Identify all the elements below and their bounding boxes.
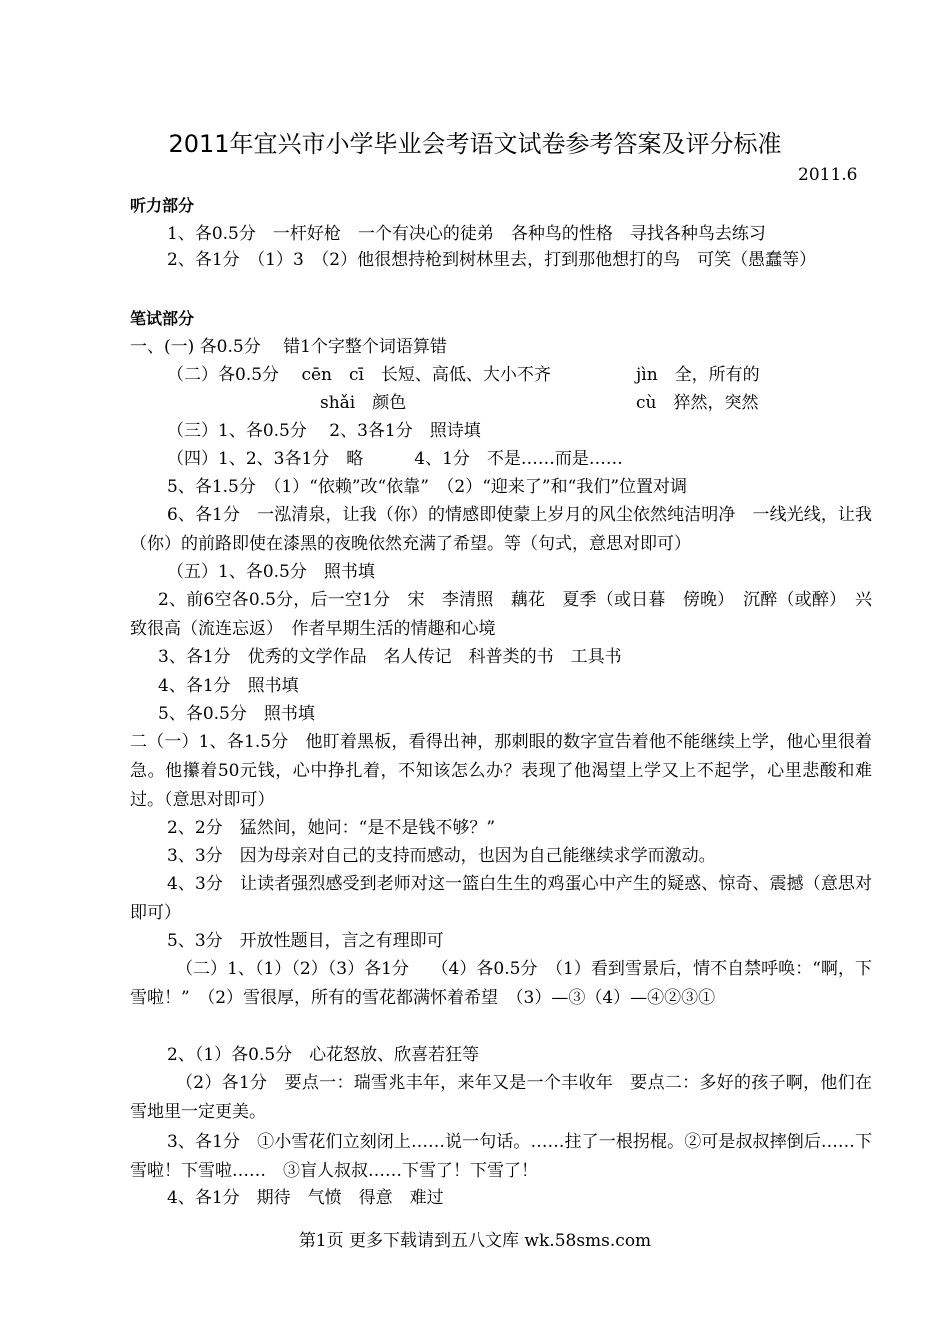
answer-line: 5、各0.5分 照书填 xyxy=(158,704,315,724)
answer-line: 一、(一) 各0.5分 错1个字整个词语算错 xyxy=(130,337,447,357)
answer-paragraph: 2、各1分 （1）3 （2）他很想持枪到树林里去，打到那他想打的鸟 可笑（愚蠢等） xyxy=(167,250,817,270)
answer-paragraph: 4、3分 让读者强烈感受到老师对这一篮白生生的鸡蛋心中产生的疑惑、惊奇、震撼（意思对即可） xyxy=(130,874,872,923)
document-date: 2011.6 xyxy=(798,165,858,185)
written-section-heading: 笔试部分 xyxy=(130,309,195,328)
answer-line: 5、各1.5分 （1）“依赖”改“依靠” （2）“迎来了”和“我们”位置对调 xyxy=(167,477,688,497)
answer-line: 5、3分 开放性题目，言之有理即可 xyxy=(167,931,444,951)
answer-paragraph: 二（一）1、各1.5分 他盯着黑板，看得出神，那刺眼的数字宣告着他不能继续上学，他心里很着急。他攥着50元钱，心中挣扎着，不知该怎么办？表现了他渴望上学又上不起学，心里悲酸和难过。（意思对即可） xyxy=(130,732,872,810)
answer-line: shǎi 颜色 xyxy=(320,393,407,413)
answer-line: 3、各1分 优秀的文学作品 名人传记 科普类的书 工具书 xyxy=(158,647,622,667)
answer-line: jìn 全，所有的 xyxy=(636,365,760,385)
answer-line: 3、3分 因为母亲对自己的支持而感动，也因为自己能继续求学而激动。 xyxy=(167,846,716,866)
answer-line: 4、各1分 期待 气愤 得意 难过 xyxy=(167,1188,444,1208)
answer-line: cù 猝然，突然 xyxy=(636,393,759,413)
answer-line: 2、2分 猛然间，她问：“是不是钱不够？” xyxy=(167,818,496,838)
answer-line: 1、各0.5分 一杆好枪 一个有决心的徒弟 各种鸟的性格 寻找各种鸟去练习 xyxy=(167,224,766,244)
answer-line: （五）1、各0.5分 照书填 xyxy=(167,562,375,582)
answer-paragraph: 6、各1分 一泓清泉，让我（你）的情感即使蒙上岁月的风尘依然纯洁明净 一线光线，让我（你）的前路即使在漆黑的夜晚依然充满了希望。等（句式，意思对即可） xyxy=(130,505,872,554)
answer-paragraph: 2、前6空各0.5分，后一空1分 宋 李清照 藕花 夏季（或日暮 傍晚） 沉醉（或醉） 兴致很高（流连忘返） 作者早期生活的情趣和心境 xyxy=(130,590,872,639)
answer-line: 4、各1分 照书填 xyxy=(158,676,299,696)
answer-paragraph: 3、各1分 ①小雪花们立刻闭上……说一句话。……拄了一根拐棍。②可是叔叔摔倒后……下雪啦！下雪啦…… ③盲人叔叔……下雪了！下雪了！ xyxy=(130,1132,872,1181)
answer-paragraph: （二）1、（1）（2）（3）各1分 （4）各0.5分 （1）看到雪景后，情不自禁呼唤：“啊，下雪啦！” （2）雪很厚，所有的雪花都满怀着希望 （3）—③（4）—④②③① xyxy=(130,959,872,1008)
answer-line: （三）1、各0.5分 2、3各1分 照诗填 xyxy=(167,421,481,441)
listening-section-heading: 听力部分 xyxy=(130,196,195,215)
answer-paragraph: （2）各1分 要点一：瑞雪兆丰年，来年又是一个丰收年 要点二：多好的孩子啊，他们在雪地里一定更美。 xyxy=(130,1073,872,1122)
answer-line: （二）各0.5分 cēn cī 长短、高低、大小不齐 xyxy=(167,365,551,385)
document-title: 2011年宜兴市小学毕业会考语文试卷参考答案及评分标准 xyxy=(168,130,782,158)
answer-line: 2、（1）各0.5分 心花怒放、欣喜若狂等 xyxy=(167,1045,480,1065)
page-footer: 第1页 更多下载请到五八文库 wk.58sms.com xyxy=(298,1231,652,1251)
answer-line: （四）1、2、3各1分 略 4、1分 不是……而是…… xyxy=(167,449,623,469)
